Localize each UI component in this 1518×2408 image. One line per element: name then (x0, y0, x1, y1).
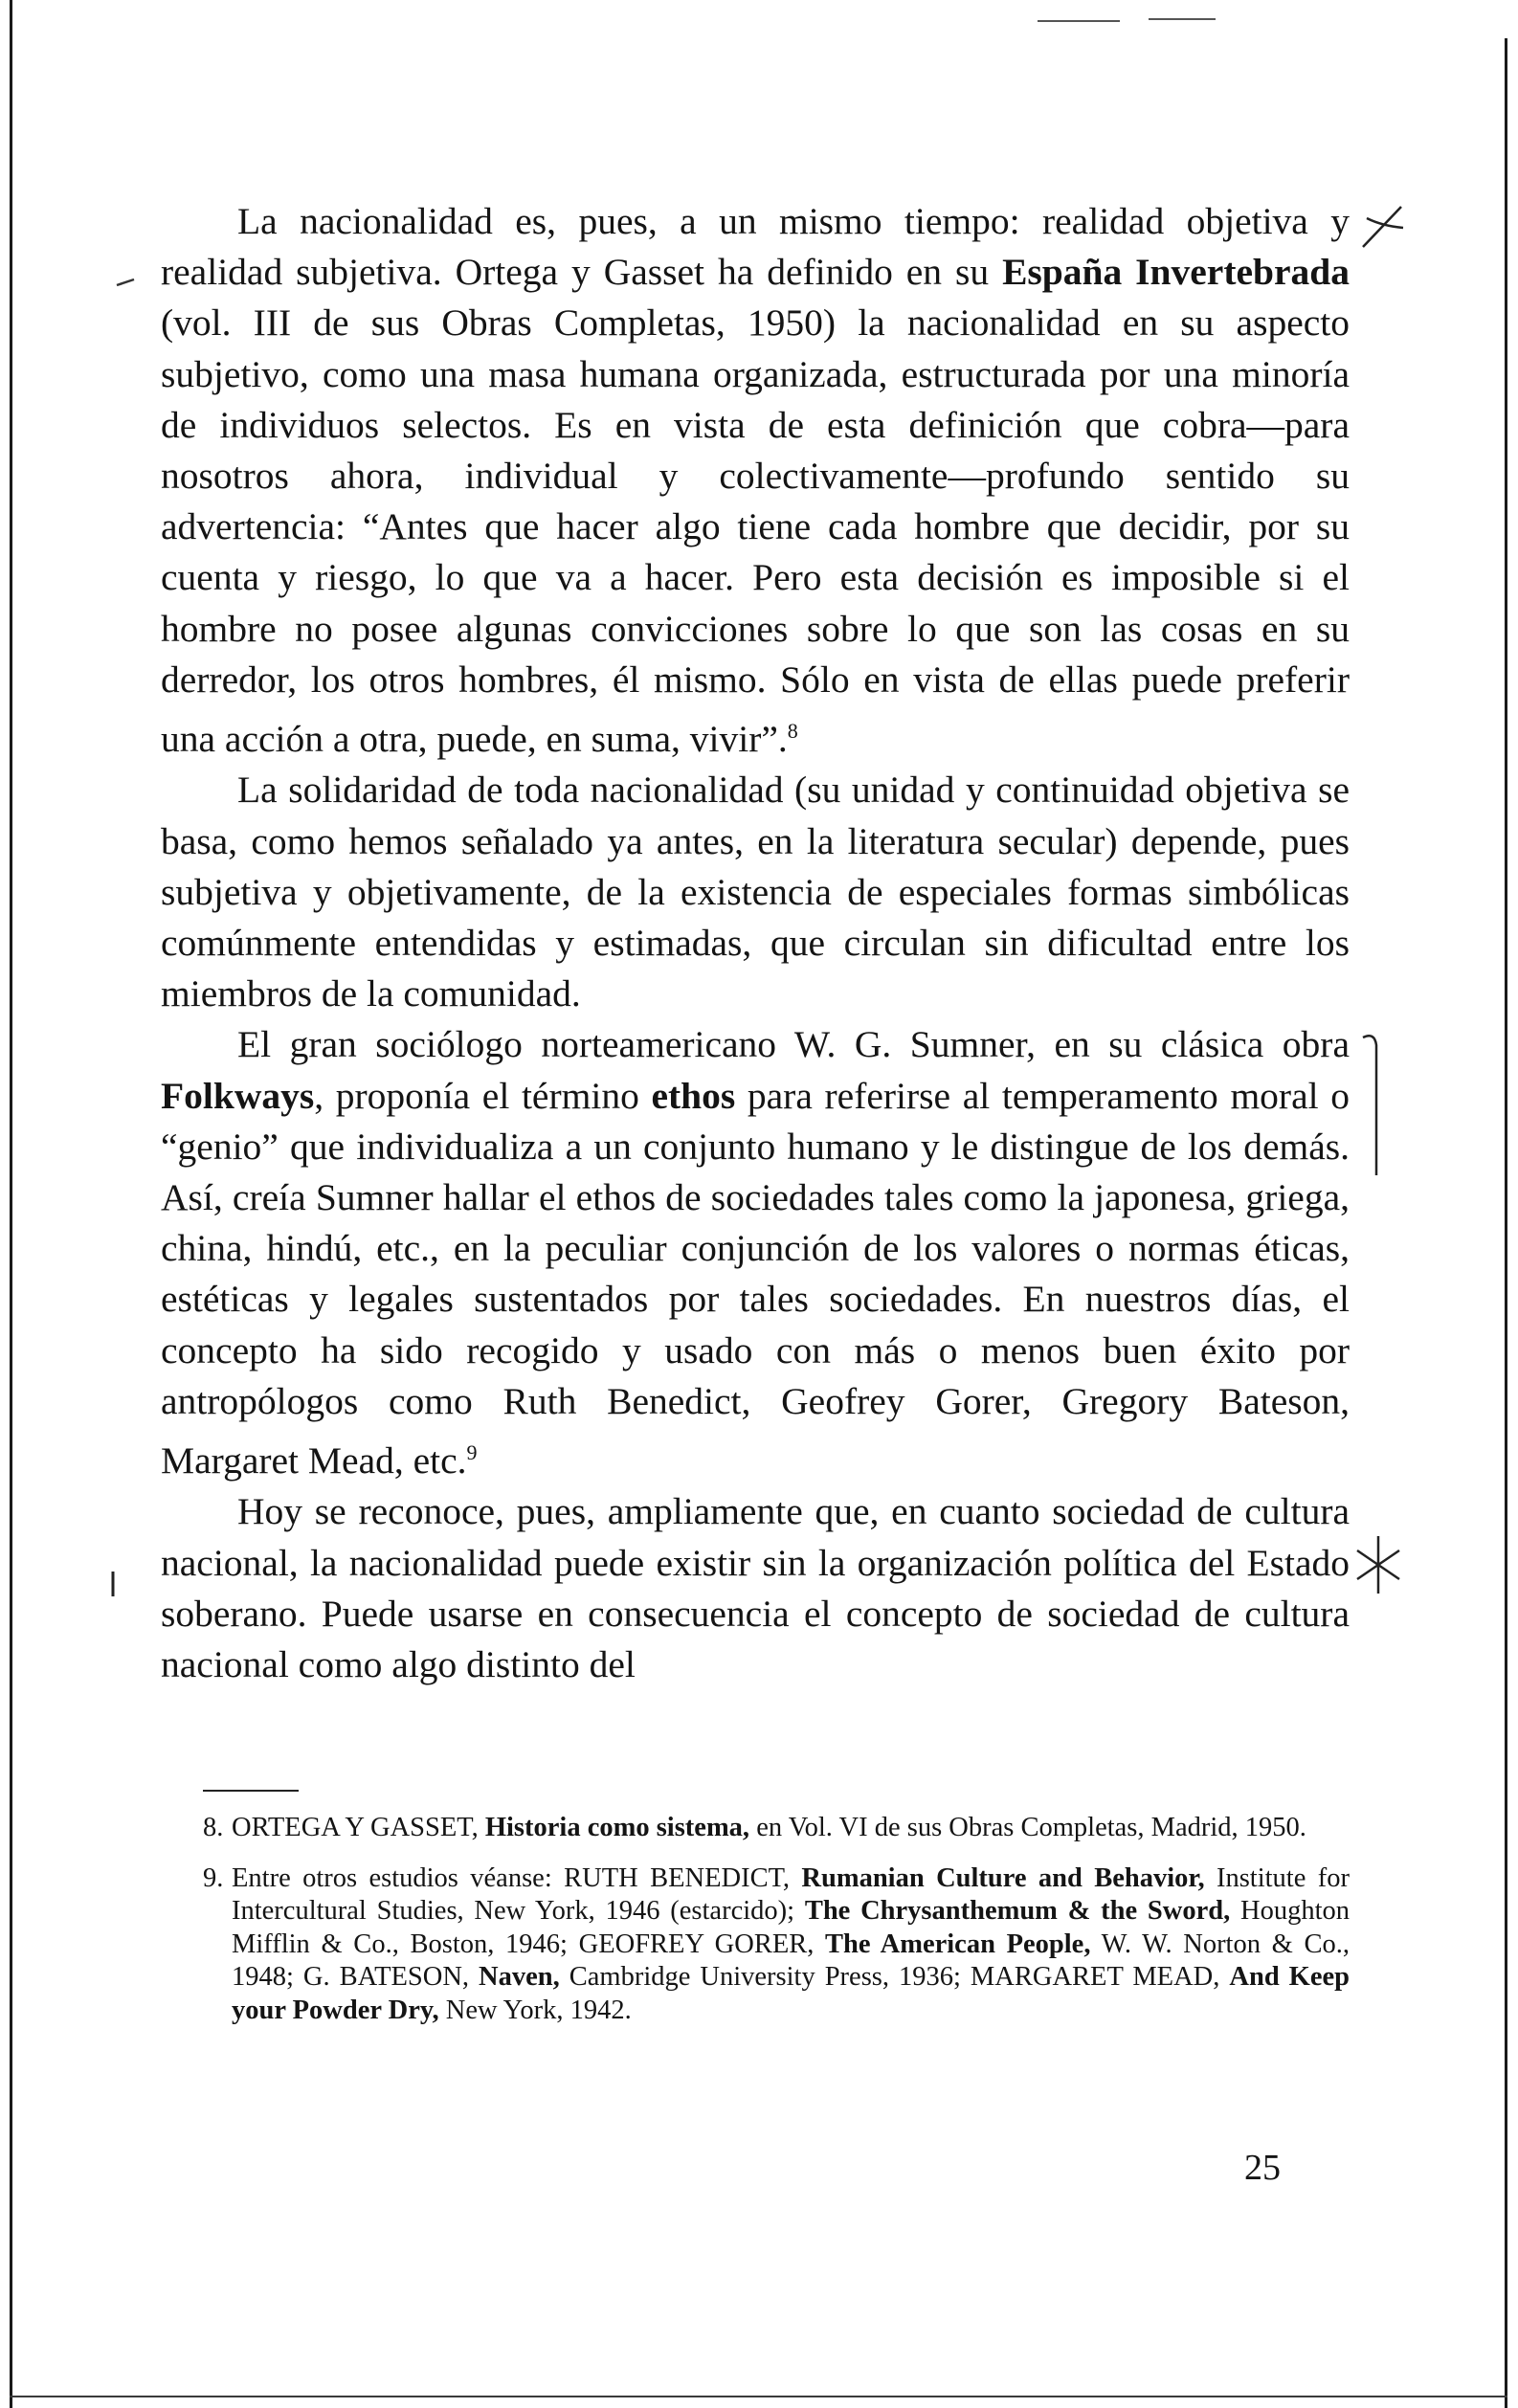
book-title-espana-invertebrada: España Invertebrada (1002, 251, 1350, 294)
footnote-ref-9: 9 (466, 1440, 478, 1465)
footnote-9: 9. Entre otros estudios véanse: RUTH BENEDICT, Rumanian Culture and Behavior, Institute for Intercultural Studies, New York, 1946 (estarcido); The Chrysanthemum & the Sword, Houghton Mifflin & Co., Boston, 1946; GEOFREY GORER, The American People, W. W. Norton & Co., 1948; G. BATESON, Naven, Cambridge University Press, 1936; MARGARET MEAD, And Keep your Powder Dry, New York, 1942. (203, 1862, 1350, 2028)
top-edge-smudge-icon (1034, 13, 1225, 27)
footnote-8: 8. ORTEGA Y GASSET, Historia como sistema, en Vol. VI de sus Obras Completas, Madrid, 1950. (203, 1812, 1350, 1845)
paragraph-3: El gran sociólogo norteamericano W. G. Sumner, en su clásica obra Folkways, proponía el término ethos para referirse al temperamento moral o “genio” que individualiza a un conjunto humano y le distingue de los demás. Así, creía Sumner hallar el ethos de sociedades tales como la japonesa, griega, china, hindú, etc., en la peculiar conjunción de los valores o normas éticas, estéticas y legales sustentados por tales sociedades. En nuestros días, el concepto ha sido recogido y usado con más o menos buen éxito por antropólogos como Ruth Benedict, Geofrey Gorer, Gregory Bateson, Margaret Mead, etc.$^9$ (161, 1023, 1350, 1483)
margin-bracket-mark-icon (1359, 1032, 1388, 1185)
footnote-number: 9. (203, 1862, 224, 1893)
paragraph-4: Hoy se reconoce, pues, ampliamente que, en cuanto sociedad de cultura nacional, la nacionalidad puede existir sin la organización política del Estado soberano. Puede usarse en consecuencia el concepto de sociedad de cultura nacional como algo distinto del (161, 1490, 1350, 1685)
footnote-number: 8. (203, 1813, 224, 1842)
page-number: 25 (1244, 2148, 1281, 2188)
main-text (161, 196, 1350, 1690)
term-ethos: ethos (651, 1074, 736, 1117)
margin-pen-mark-icon (1353, 199, 1411, 256)
footnote-ref-8: 8 (787, 719, 798, 744)
page-frame-left (10, 0, 12, 2408)
paragraph-2: La solidaridad de toda nacionalidad (su unidad y continuidad objetiva se basa, como hemos señalado ya antes, en la literatura secular) depende, pues subjetiva y objetivamente, de la existencia de especiales formas simbólicas comúnmente entendidas y estimadas, que circulan sin dificultad entre los miembros de la comunidad. (161, 769, 1350, 1015)
margin-tick-mark-icon (107, 1570, 119, 1598)
margin-asterisk-mark-icon (1350, 1531, 1407, 1598)
term-folkways: Folkways (161, 1074, 315, 1117)
paragraph-1: La nacionalidad es, pues, a un mismo tiempo: realidad objetiva y realidad subjetiva. Ortega y Gasset ha definido en su España Invertebrada (vol. III de sus Obras Completas, 1950) la nacionalidad en su aspecto subjetivo, como una masa humana organizada, estructurada por una minoría de individuos selectos. Es en vista de esta definición que cobra—para nosotros ahora, individual y colectivamente—profundo sentido su advertencia: “Antes que hacer algo tiene cada hombre que decidir, por su cuenta y riesgo, lo que va a hacer. Pero esta decisión es imposible si el hombre no posee algunas convicciones sobre lo que son las cosas en su derredor, los otros hombres, él mismo. Sólo en vista de ellas puede preferir una acción a otra, puede, en suma, vivir”.$^8$ (161, 200, 1350, 761)
page-frame-bottom (10, 2396, 1507, 2397)
margin-dash-mark-icon (115, 276, 138, 291)
footnotes (203, 1812, 1350, 2044)
page-frame-right (1505, 38, 1507, 2408)
footnote-rule (203, 1790, 299, 1792)
